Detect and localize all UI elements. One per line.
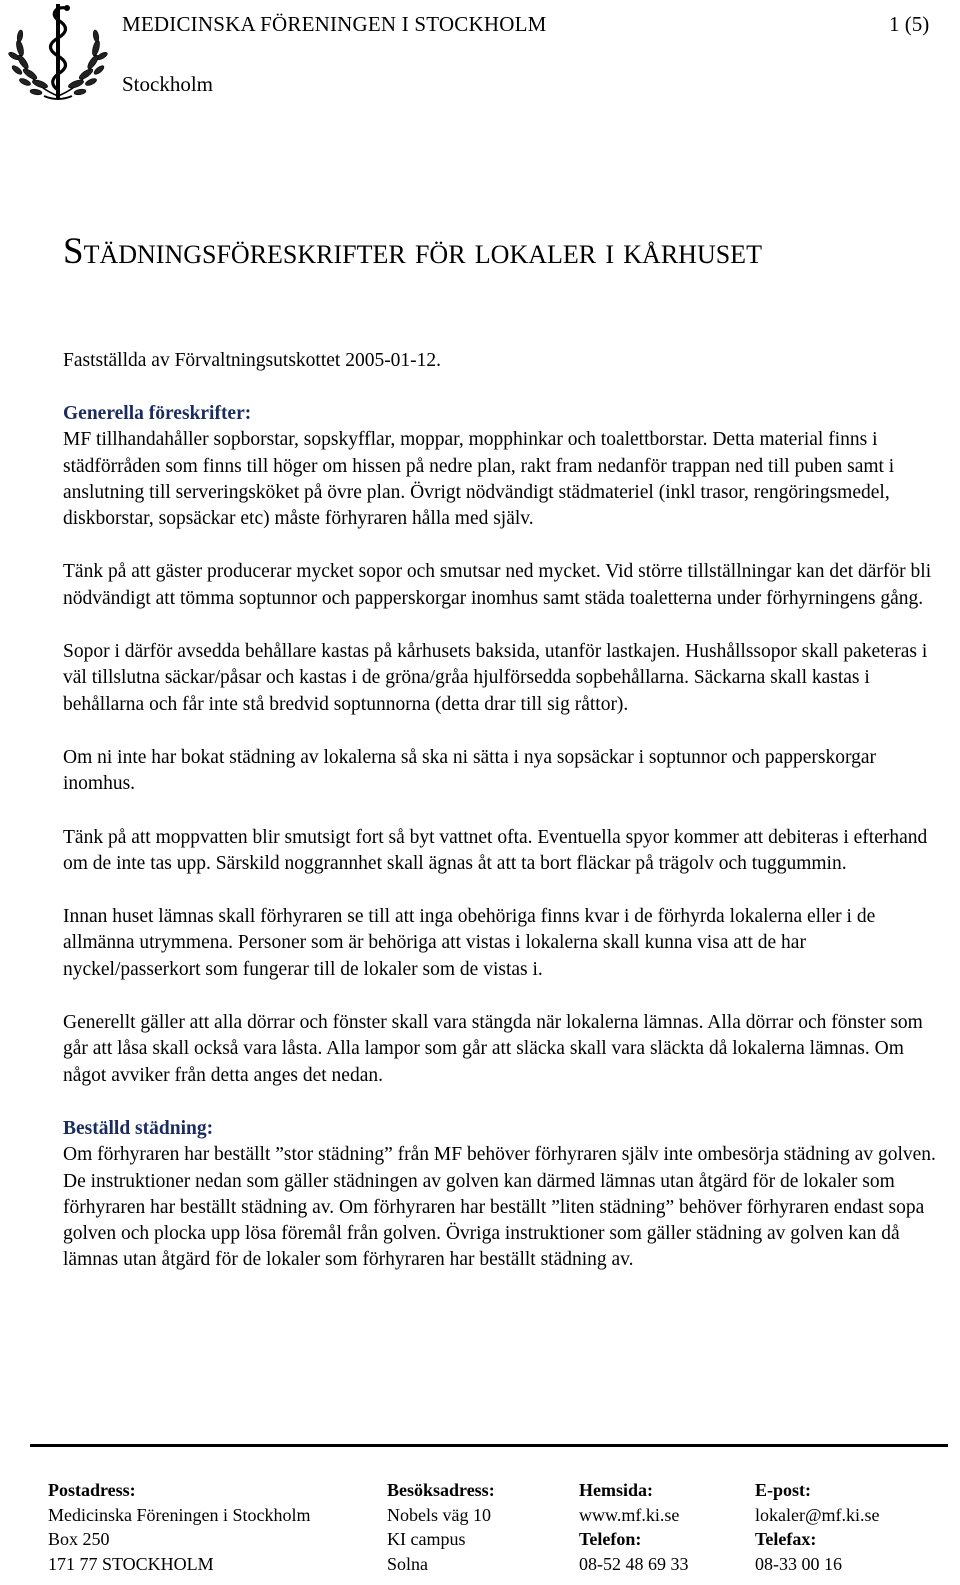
phone-value: 08-52 48 69 33	[579, 1553, 689, 1574]
section-heading-ordered: Beställd städning:	[63, 1117, 214, 1139]
footer-postal	[48, 1478, 310, 1576]
paragraph: Sopor i därför avsedda behållare kastas på kårhusets baksida, utanför lastkajen. Hushållssopor skall paketeras i väl tillslutna säckar/påsar och kastas i de gröna/gråa hjulförsedda sopbehållarna. Säckarna skall kastas i behållarna och får inte stå bredvid soptunnorna (detta drar till sig råttor).	[63, 641, 928, 715]
fax-value: 08-33 00 16	[755, 1553, 842, 1574]
postal-line: Medicinska Föreningen i Stockholm	[48, 1504, 311, 1525]
postal-line: 171 77 STOCKHOLM	[48, 1553, 214, 1574]
visit-label: Besöksadress:	[387, 1480, 495, 1500]
paragraph: Om ni inte har bokat städning av lokalerna så ska ni sätta i nya sopsäckar i soptunnor och papperskorgar inomhus.	[63, 746, 877, 795]
paragraph: Tänk på att moppvatten blir smutsigt fort så byt vattnet ofta. Eventuella spyor kommer att debiteras i efterhand om de inte tas upp. Särskild noggrannhet skall ägnas åt att ta bort fläckar på trägolv och tuggummin.	[63, 826, 928, 874]
organization-name: MEDICINSKA FÖRENINGEN I STOCKHOLM	[122, 12, 547, 36]
postal-label: Postadress:	[48, 1480, 136, 1500]
visit-line: Solna	[387, 1553, 429, 1574]
footer-visit	[387, 1478, 495, 1576]
page-number: 1 (5)	[889, 12, 930, 36]
web-label: Hemsida:	[579, 1480, 653, 1500]
visit-line: Nobels väg 10	[387, 1504, 491, 1525]
fax-label: Telefax:	[755, 1529, 817, 1549]
email-label: E-post:	[755, 1480, 812, 1500]
email-link[interactable]: lokaler@mf.ki.se	[755, 1504, 880, 1525]
paragraph: Tänk på att gäster producerar mycket sopor och smutsar ned mycket. Vid större tillställningar kan det därför bli nödvändigt att tömma soptunnor och papperskorgar inomhus samt städa toaletterna under förhyrningens gång.	[63, 561, 932, 609]
paragraph: MF tillhandahåller sopborstar, sopskyfflar, moppar, mopphinkar och toalettborstar. Detta material finns i städförråden som finns till höger om hissen på nedre plan, rakt fram nedanför trappan ned till puben samt i anslutning till serveringsköket på övre plan. Övrigt nödvändigt städmateriel (inkl trasor, rengöringsmedel, diskborstar, sopsäckar etc) måste förhyraren hålla med själv.	[63, 429, 895, 530]
postal-line: Box 250	[48, 1529, 110, 1549]
document-title: Städningsföreskrifter för lokaler i kårhuset	[63, 231, 762, 272]
ordered-cleaning-section	[63, 1116, 948, 1274]
phone-label: Telefon:	[579, 1529, 642, 1549]
paragraph: Innan huset lämnas skall förhyraren se till att inga obehöriga finns kvar i de förhyrda lokalerna eller i de allmänna utrymmena. Personer som är behöriga att vistas i lokalerna skall kunna visa att de har nyckel/passerkort som fungerar till de lokaler som de vistas i.	[63, 906, 876, 980]
city-name: Stockholm	[122, 72, 214, 96]
footer-email-fax	[755, 1478, 880, 1576]
section-heading-general: Generella föreskrifter:	[63, 403, 252, 424]
paragraph: Om förhyraren har beställt ”stor städning” från MF behöver förhyraren själv inte ombesörja städning av golven. De instruktioner nedan som gäller städningen av golven kan därmed lämnas utan åtgärd för de lokaler som förhyraren har beställt städning av. Om förhyraren har beställt ”liten städning” behöver förhyraren endast sopa golven och plocka upp lösa föremål från golven. Övriga instruktioner som gäller städning av golven kan då lämnas utan åtgärd för de lokaler som förhyraren har beställt städning av.	[63, 1144, 936, 1271]
document-body	[63, 401, 948, 1301]
medical-society-logo	[8, 0, 108, 102]
footer-divider	[30, 1444, 948, 1447]
paragraph: Generellt gäller att alla dörrar och fönster skall vara stängda när lokalerna lämnas. Alla dörrar och fönster som går att låsa skall också vara låsta. Alla lampor som går att släcka skall vara släckta då lokalerna lämnas. Om något avviker från detta anges det nedan.	[63, 1012, 923, 1086]
general-section	[63, 401, 948, 532]
visit-line: KI campus	[387, 1529, 466, 1549]
web-link[interactable]: www.mf.ki.se	[579, 1504, 680, 1525]
footer-web-phone	[579, 1478, 689, 1576]
adoption-note: Fastställda av Förvaltningsutskottet 2005-01-12.	[63, 350, 442, 371]
